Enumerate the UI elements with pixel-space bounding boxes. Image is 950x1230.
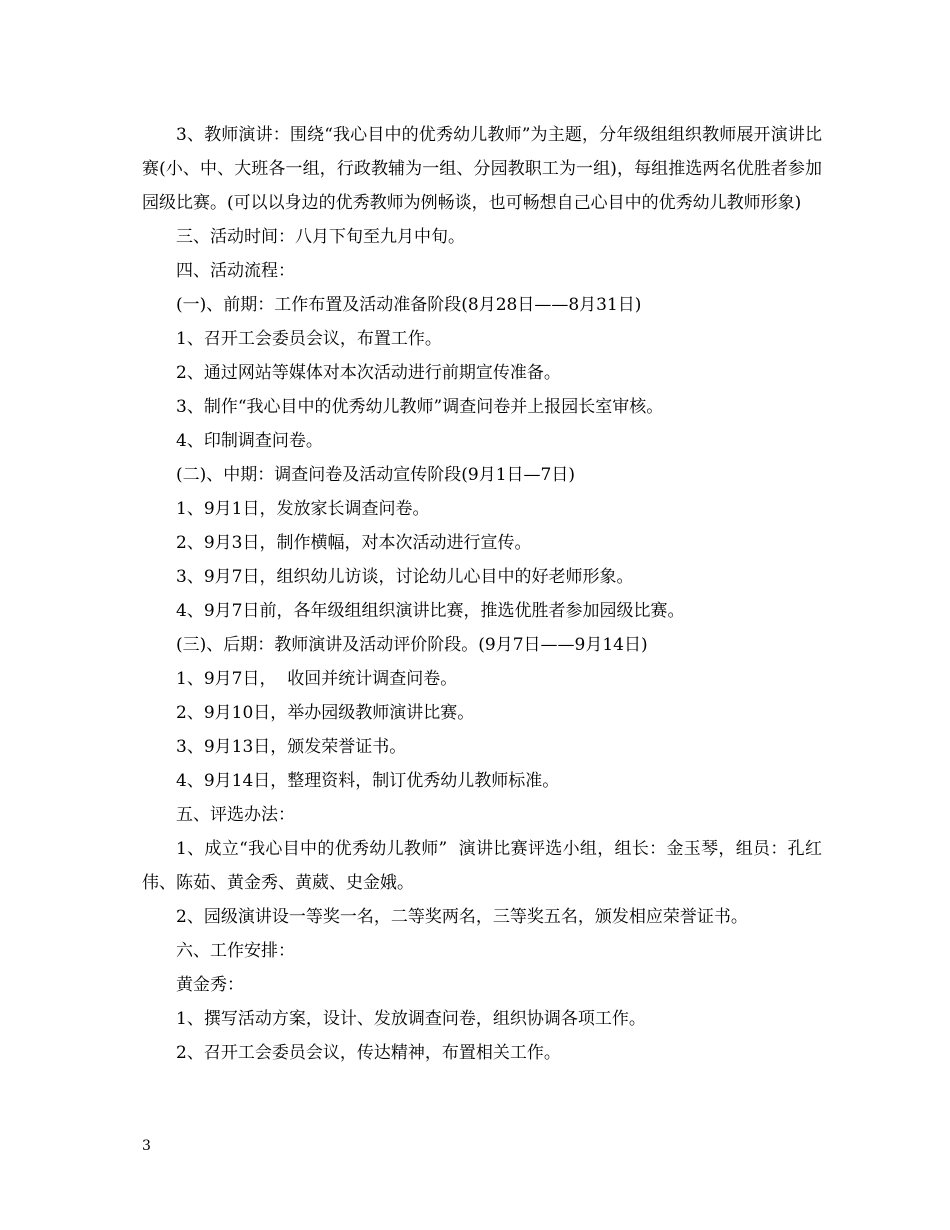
- paragraph: 1、召开工会委员会议，布置工作。: [176, 329, 442, 349]
- paragraph: 2、通过网站等媒体对本次活动进行前期宣传准备。: [176, 363, 561, 383]
- paragraph: 1、9月7日， 收回并统计调查问卷。: [176, 669, 458, 689]
- paragraph: 1、撰写活动方案，设计、发放调查问卷，组织协调各项工作。: [176, 1009, 646, 1029]
- paragraph: 4、9月14日，整理资料，制订优秀幼儿教师标准。: [176, 771, 560, 791]
- paragraph: 2、9月3日，制作横幅，对本次活动进行宣传。: [176, 533, 532, 553]
- paragraph: (一)、前期：工作布置及活动准备阶段(8月28日——8月31日): [176, 295, 642, 315]
- paragraph: 四、活动流程：: [176, 261, 295, 281]
- paragraph: (三)、后期：教师演讲及活动评价阶段。(9月7日——9月14日): [176, 635, 648, 655]
- paragraph: 3、教师演讲：围绕“我心目中的优秀幼儿教师”为主题，分年级组组织教师展开演讲比赛(小、中、大班各一组，行政教辅为一组、分园教职工为一组)，每组推选两名优胜者参加园级比赛。(可以以身边的优秀教师为例畅谈，也可畅想自己心目中的优秀幼儿教师形象): [142, 125, 822, 213]
- paragraph: 黄金秀：: [176, 975, 244, 995]
- paragraph: 1、9月1日，发放家长调查问卷。: [176, 499, 430, 519]
- paragraph: 1、成立“我心目中的优秀幼儿教师” 演讲比赛评选小组，组长：金玉琴，组员：孔红伟、陈茹、黄金秀、黄葳、史金娥。: [142, 839, 822, 893]
- page-number: 3: [142, 1138, 151, 1154]
- paragraph: 3、9月7日，组织幼儿访谈，讨论幼儿心目中的好老师形象。: [176, 567, 634, 587]
- paragraph: 4、印制调查问卷。: [176, 431, 323, 451]
- paragraph: 3、制作“我心目中的优秀幼儿教师”调查问卷并上报园长室审核。: [176, 397, 664, 417]
- paragraph: 2、9月10日，举办园级教师演讲比赛。: [176, 703, 475, 723]
- paragraph: 五、评选办法：: [176, 805, 295, 825]
- paragraph: (二)、中期：调查问卷及活动宣传阶段(9月1日—7日): [176, 465, 575, 485]
- paragraph: 2、召开工会委员会议，传达精神，布置相关工作。: [176, 1043, 561, 1063]
- paragraph: 六、工作安排：: [176, 941, 295, 961]
- paragraph: 3、9月13日，颁发荣誉证书。: [176, 737, 407, 757]
- paragraph: 2、园级演讲设一等奖一名，二等奖两名，三等奖五名，颁发相应荣誉证书。: [176, 907, 748, 927]
- paragraph: 三、活动时间：八月下旬至九月中旬。: [176, 227, 465, 247]
- document-body: [142, 118, 822, 1070]
- paragraph: 4、9月7日前，各年级组组织演讲比赛，推选优胜者参加园级比赛。: [176, 601, 685, 621]
